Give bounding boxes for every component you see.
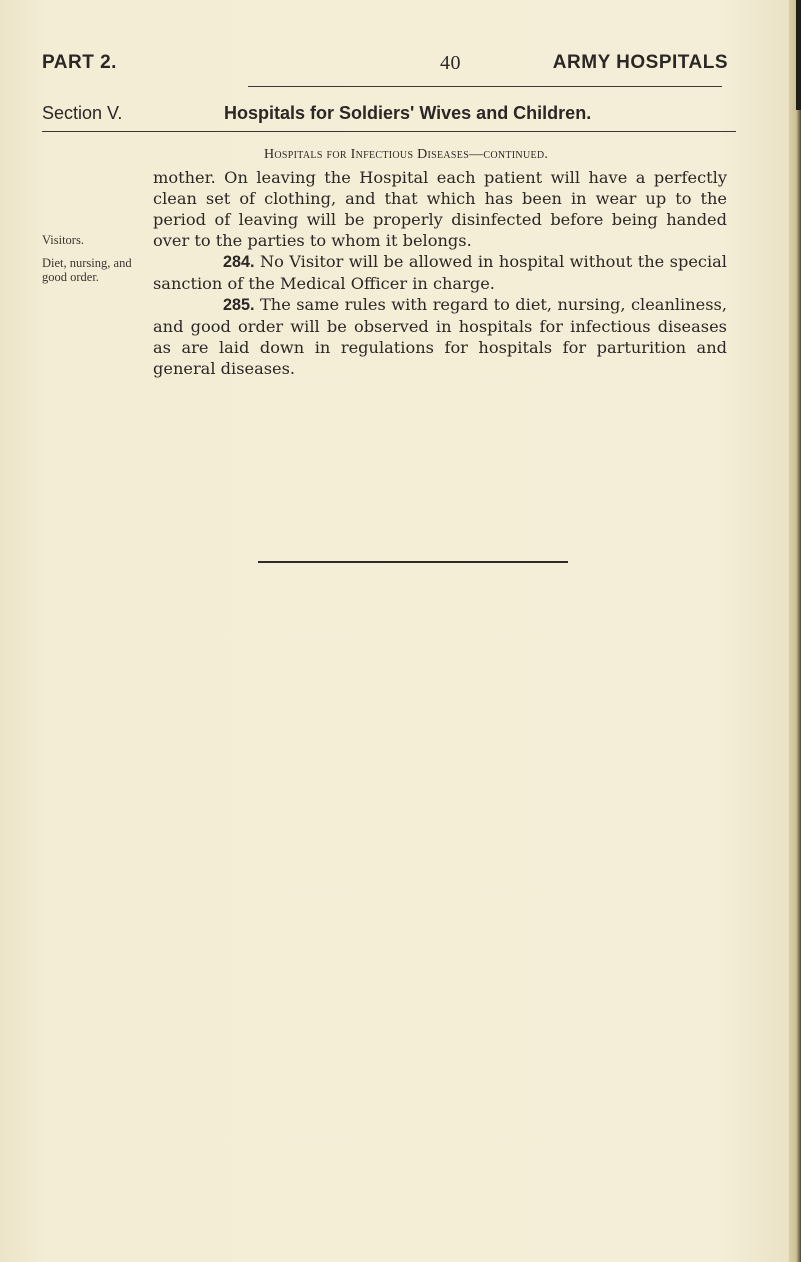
part-label: PART 2. [42,52,117,73]
header-rule [248,86,722,87]
section-label: Section V. [42,103,123,123]
end-rule [258,561,568,563]
paragraph-number: 285. [223,296,255,314]
paragraph-number: 284. [223,253,255,271]
margin-note-visitors: Visitors. [42,233,84,247]
running-header [42,52,728,82]
body-text [153,167,727,379]
page-edge [789,0,801,1262]
book-title: ARMY HOSPITALS [552,52,728,73]
section-title: Hospitals for Soldiers' Wives and Children. [224,103,592,123]
paragraph-text: No Visitor will be allowed in hospital without the special sanction of the Medical Officer in charge. [153,252,727,293]
subheading: Hospitals for Infectious Diseases—continued. [264,147,549,162]
paragraph-text: mother. On leaving the Hospital each patient will have a perfectly clean set of clothing, and that which has been in wear up to the period of leaving will be properly disinfected before being handed over to the parties to whom it belongs. [153,168,727,250]
margin-note-diet: Diet, nursing, and good order. [42,256,132,284]
paragraph-284 [153,251,727,294]
paragraph-text: The same rules with regard to diet, nursing, cleanliness, and good order will be observed in hospitals for infectious diseases as are laid down in regulations for hospitals for parturition and general diseases. [153,295,727,378]
page-number: 40 [440,52,461,74]
binding-strip [796,0,801,110]
paragraph-285 [153,294,727,379]
paragraph-continued [153,167,727,251]
section-rule [42,131,736,132]
